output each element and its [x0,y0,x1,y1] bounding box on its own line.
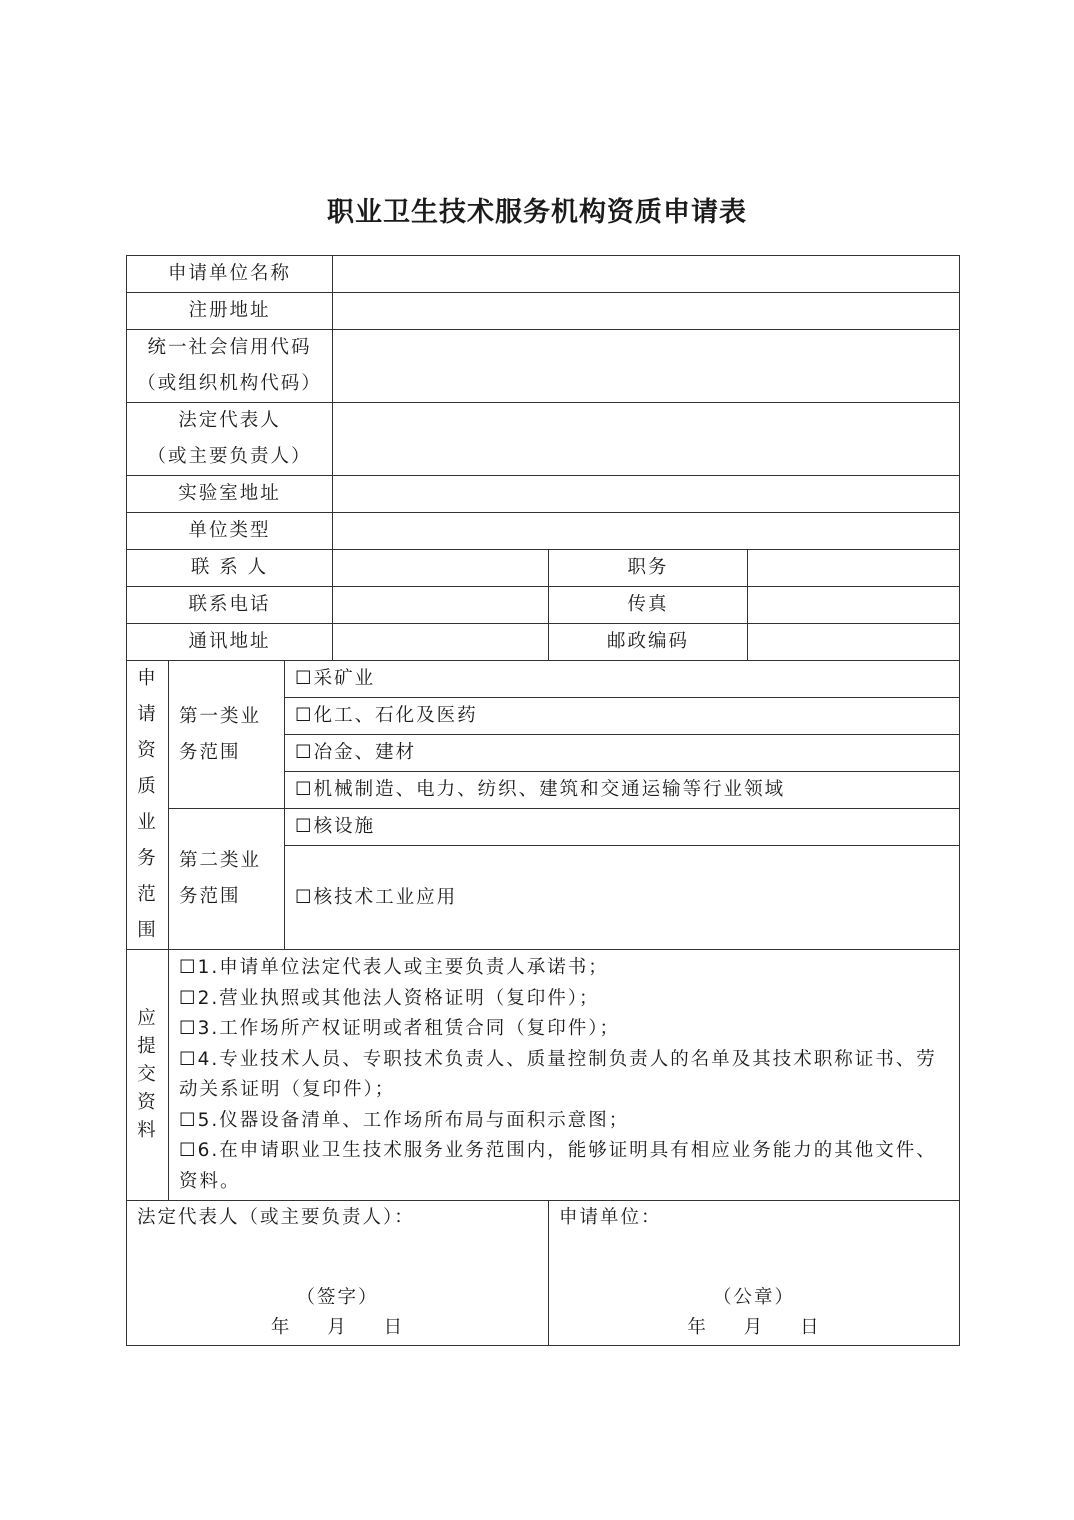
field-position[interactable] [748,550,960,587]
field-registered-address[interactable] [333,293,960,330]
label-fax: 传真 [549,587,748,624]
label-credit-code [127,330,333,403]
applicant-seal-box[interactable] [549,1201,960,1346]
label-category2-line1: 第二类业 [179,850,262,871]
label-category2 [169,809,285,950]
label-applicant-name: 申请单位名称 [127,256,333,293]
scope-char: 范 [137,884,158,905]
label-position: 职务 [549,550,748,587]
legal-rep-date: 年 月 日 [270,1317,405,1338]
checkbox-nuclear-facility[interactable]: ☐核设施 [285,809,960,846]
label-lab-address: 实验室地址 [127,476,333,513]
label-documents-vertical [127,950,169,1201]
legal-rep-signature-box[interactable] [127,1201,549,1346]
label-registered-address: 注册地址 [127,293,333,330]
field-contact-person[interactable] [333,550,549,587]
scope-char: 质 [137,776,158,797]
document-item-4[interactable]: ☐4.专业技术人员、专职技术负责人、质量控制负责人的名单及其技术职称证书、劳动关系证明（复印件）； [179,1048,937,1100]
application-form [126,255,960,1346]
label-unit-type: 单位类型 [127,513,333,550]
label-category1-line1: 第一类业 [179,705,262,727]
applicant-seal-note: （公章） [713,1287,796,1308]
field-applicant-name[interactable] [333,256,960,293]
document-item-1[interactable]: ☐1.申请单位法定代表人或主要负责人承诺书； [179,957,609,978]
label-postal-code: 邮政编码 [549,624,748,661]
label-legal-rep [127,403,333,476]
docs-char: 料 [137,1120,158,1141]
page-title: 职业卫生技术服务机构资质申请表 [327,197,747,228]
scope-char: 资 [137,740,158,761]
applicant-seal-label: 申请单位： [559,1207,662,1228]
field-postal-code[interactable] [748,624,960,661]
scope-char: 务 [137,848,158,869]
field-lab-address[interactable] [333,476,960,513]
checkbox-machinery[interactable]: ☐机械制造、电力、纺织、建筑和交通运输等行业领域 [285,772,960,809]
docs-char: 资 [137,1092,158,1113]
checkbox-metallurgy[interactable]: ☐冶金、建材 [285,735,960,772]
docs-char: 提 [137,1036,158,1057]
label-category1 [169,661,285,809]
document-item-5[interactable]: ☐5.仪器设备清单、工作场所布局与面积示意图； [179,1109,630,1131]
document-item-2[interactable]: ☐2.营业执照或其他法人资格证明（复印件）； [179,987,600,1009]
checkbox-chemical[interactable]: ☐化工、石化及医药 [285,698,960,735]
applicant-date: 年 月 日 [687,1317,821,1338]
legal-rep-sign-note: （签字） [296,1287,379,1308]
label-scope-vertical [127,661,169,950]
label-credit-code-line1: 统一社会信用代码 [147,337,312,358]
scope-char: 业 [137,812,158,833]
scope-char: 申 [137,668,158,689]
checkbox-nuclear-tech[interactable]: ☐核技术工业应用 [285,846,960,950]
label-credit-code-line2: （或组织机构代码） [137,373,322,394]
checkbox-mining[interactable]: ☐采矿业 [285,661,960,698]
field-mail-address[interactable] [333,624,549,661]
field-unit-type[interactable] [333,513,960,550]
documents-list [169,950,960,1201]
field-legal-rep[interactable] [333,403,960,476]
field-phone[interactable] [333,587,549,624]
label-mail-address: 通讯地址 [127,624,333,661]
field-credit-code[interactable] [333,330,960,403]
document-item-3[interactable]: ☐3.工作场所产权证明或者租赁合同（复印件）； [179,1018,620,1039]
field-fax[interactable] [748,587,960,624]
scope-char: 请 [137,704,158,725]
label-category2-line2: 务范围 [179,886,241,907]
label-legal-rep-line1: 法定代表人 [178,410,281,431]
label-phone: 联系电话 [127,587,333,624]
docs-char: 交 [137,1064,158,1085]
legal-rep-signature-label: 法定代表人（或主要负责人）： [137,1207,415,1228]
document-item-6[interactable]: ☐6.在申请职业卫生技术服务业务范围内，能够证明具有相应业务能力的其他文件、资料。 [179,1140,937,1192]
docs-char: 应 [137,1008,158,1029]
label-contact-person: 联 系 人 [127,550,333,587]
label-category1-line2: 务范围 [179,741,241,763]
label-legal-rep-line2: （或主要负责人） [147,446,312,467]
scope-char: 围 [137,920,158,941]
